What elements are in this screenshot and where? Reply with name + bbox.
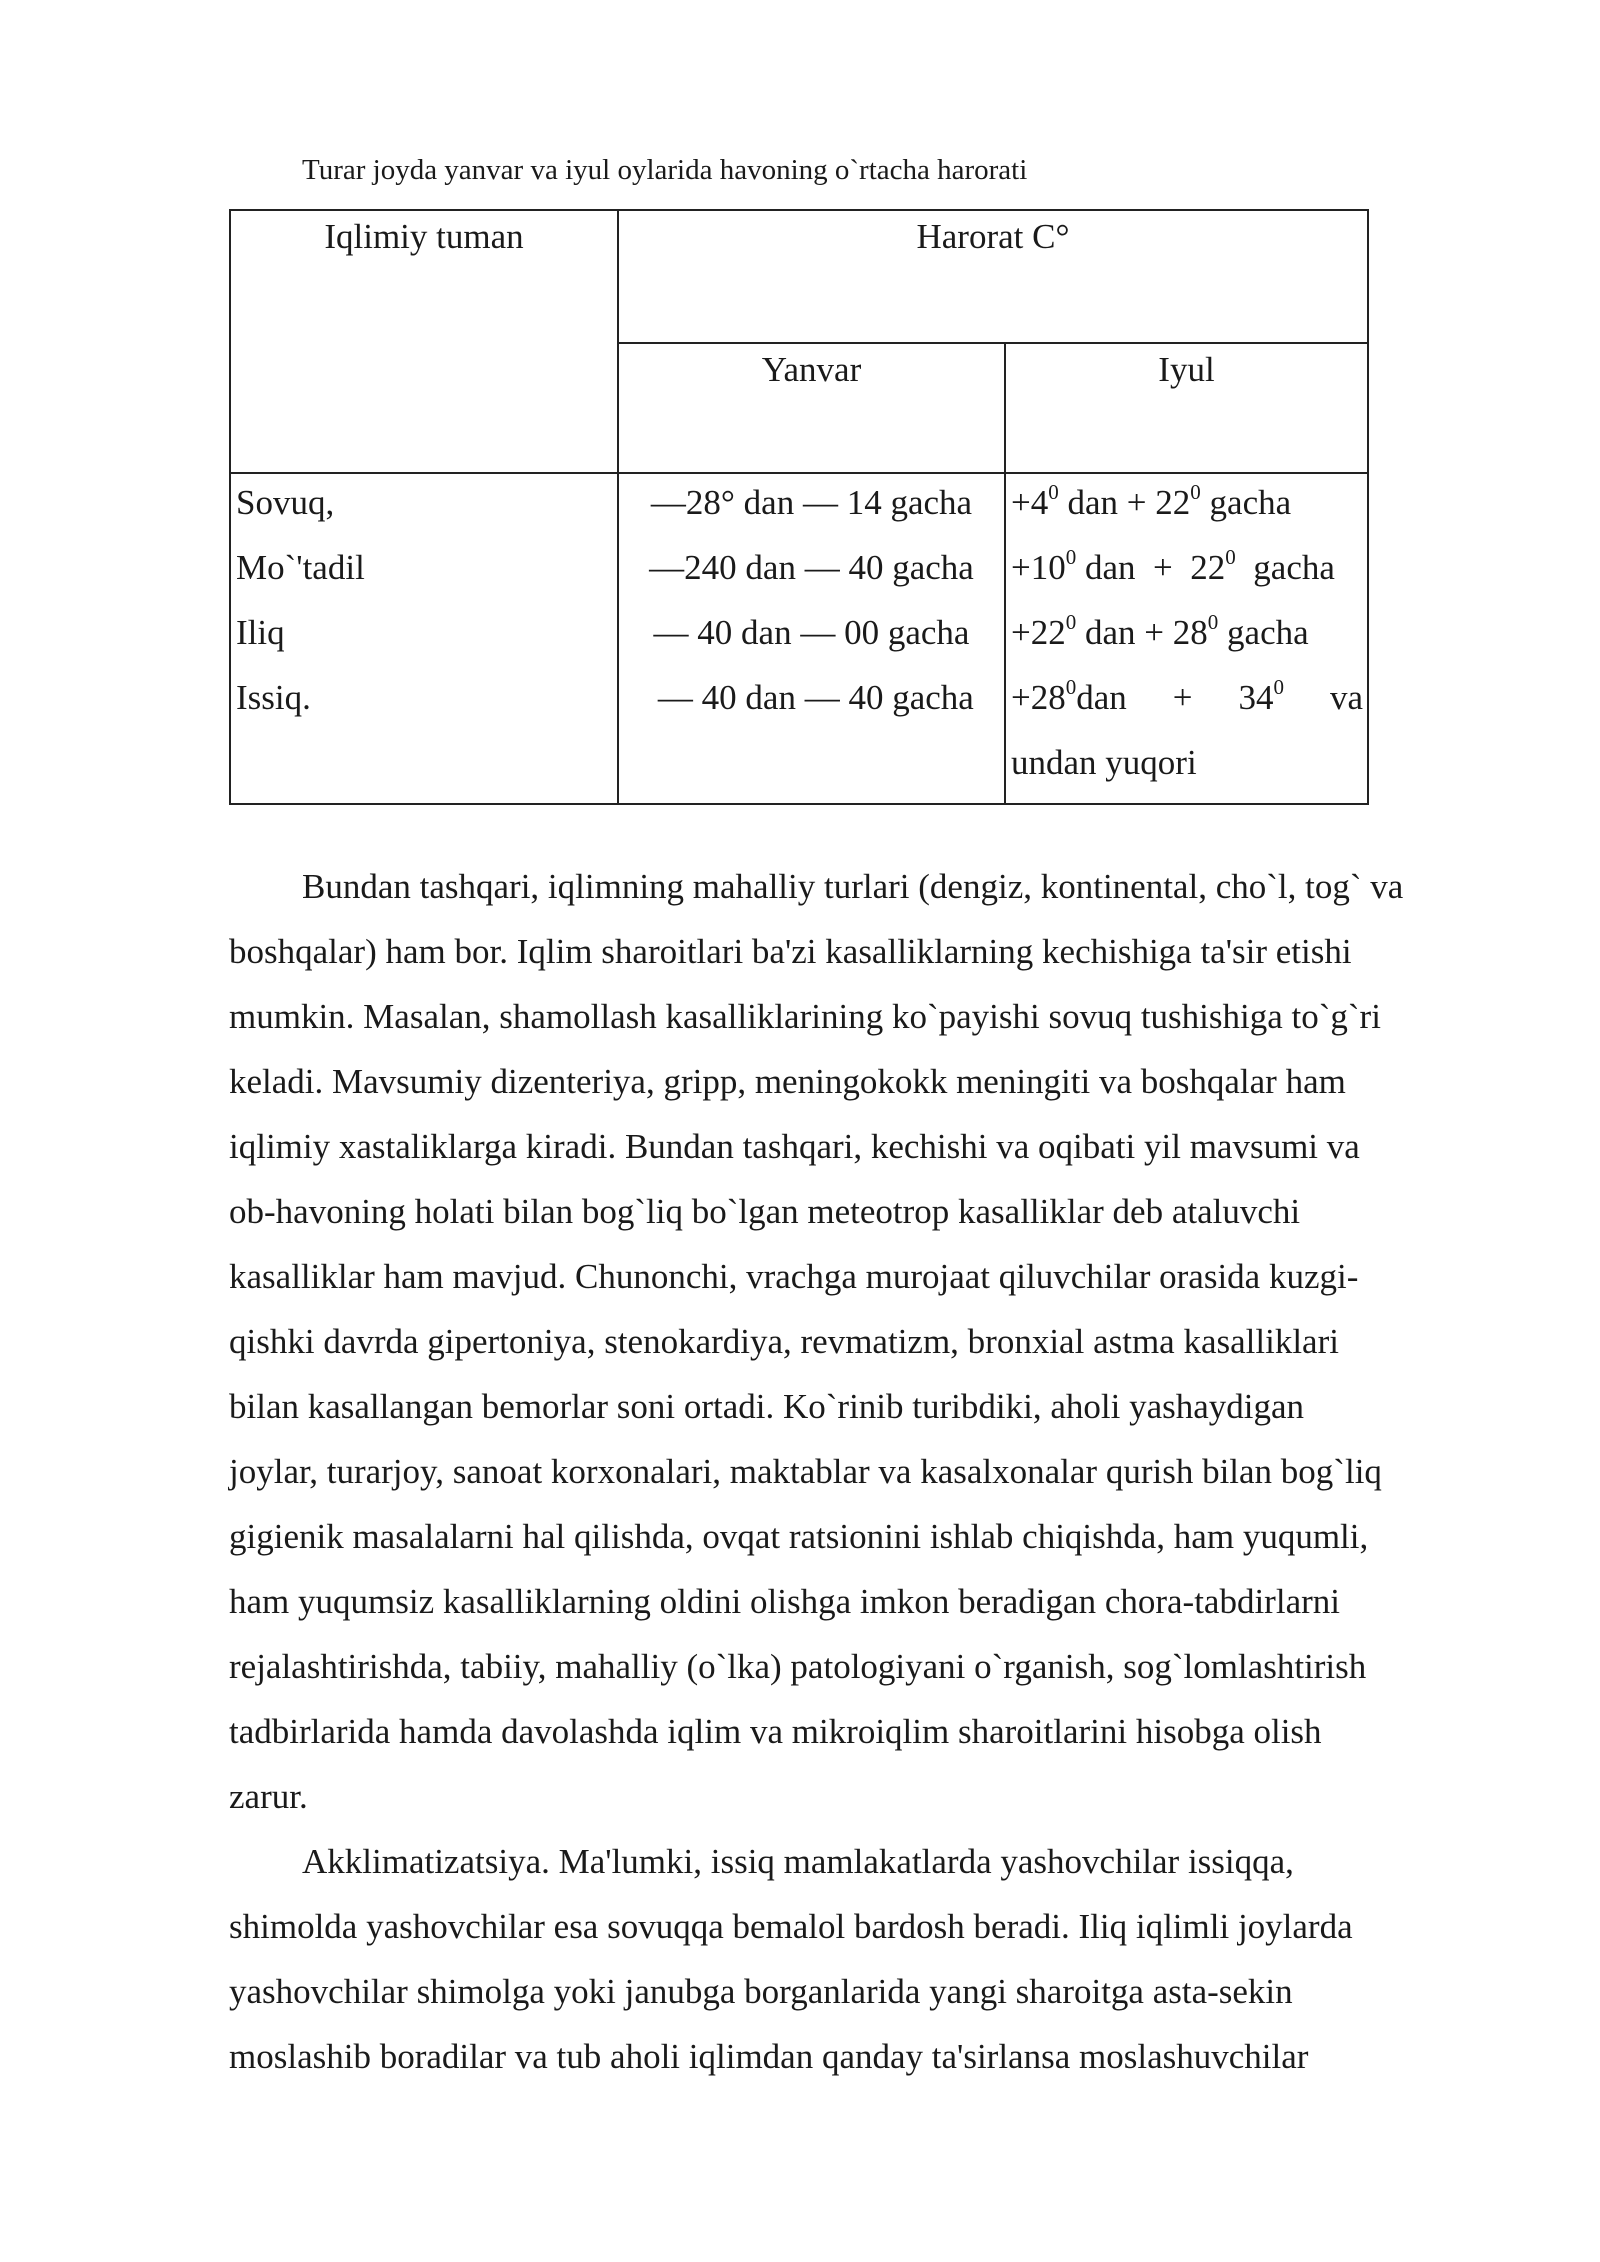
text-line: keladi. Mavsumiy dizenteriya, gripp, meningokokk meningiti va boshqalar ham — [229, 1062, 1346, 1101]
july-value: $+4^0$ dan + $22^0$ gacha — [1011, 480, 1292, 522]
text-line: Bundan tashqari, iqlimning mahalliy turlari (dengiz, kontinental, cho`l, tog` va — [302, 867, 1404, 906]
table-caption: Turar joyda yanvar va iyul oylarida havoning o`rtacha harorati — [302, 154, 1028, 186]
region-warm: Iliq — [236, 613, 285, 652]
text-line: Akklimatizatsiya. Ma'lumki, issiq mamlakatlarda yashovchilar issiqqa, — [302, 1842, 1294, 1881]
paragraph — [229, 854, 1404, 1829]
january-value: — 40 dan — 40 gacha — [649, 678, 974, 717]
text-line: qishki davrda gipertoniya, stenokardiya, revmatizm, bronxial astma kasalliklari — [229, 1322, 1339, 1361]
text-line: mumkin. Masalan, shamollash kasalliklarining ko`payishi sovuq tushishiga to`g`ri — [229, 997, 1381, 1036]
cell-regions — [230, 473, 618, 804]
header-january: Yanvar — [618, 343, 1005, 473]
body-text — [229, 854, 1404, 2089]
text-line: kasalliklar ham mavjud. Chunonchi, vrachga murojaat qiluvchilar orasida kuzgi- — [229, 1257, 1359, 1296]
text-line: tadbirlarida hamda davolashda iqlim va mikroiqlim sharoitlarini hisobga olish — [229, 1712, 1322, 1751]
text-line: joylar, turarjoy, sanoat korxonalari, maktablar va kasalxonalar qurish bilan bog`liq — [229, 1452, 1382, 1491]
cell-january-values — [618, 473, 1005, 804]
january-value: —240 dan — 40 gacha — [649, 548, 974, 587]
july-value: $+10^0$ dan + $22^0$ gacha — [1011, 545, 1335, 587]
paragraph — [229, 1829, 1369, 2089]
january-value: —28° dan — 14 gacha — [650, 483, 973, 522]
text-line: ob-havoning holati bilan bog`liq bo`lgan meteotrop kasalliklar deb ataluvchi — [229, 1192, 1301, 1231]
july-value: $+28^0dan$ + $34^0$ va — [1011, 675, 1363, 717]
text-line: bilan kasallangan bemorlar soni ortadi. Ko`rinib turibdiki, aholi yashaydigan — [229, 1387, 1305, 1426]
july-value: $+22^0$ dan + $28^0$ gacha — [1011, 610, 1309, 652]
july-value-continued: undan yuqori — [1011, 743, 1197, 782]
text-line: rejalashtirishda, tabiiy, mahalliy (o`lka) patologiyani o`rganish, sog`lomlashtirish — [229, 1647, 1367, 1686]
region-hot: Issiq. — [236, 678, 311, 717]
header-temperature: Harorat C° — [618, 210, 1368, 343]
text-line: ham yuqumsiz kasalliklarning oldini olishga imkon beradigan chora-tabdirlarni — [229, 1582, 1340, 1621]
header-july: Iyul — [1005, 343, 1368, 473]
text-line: shimolda yashovchilar esa sovuqqa bemalol bardosh beradi. Iliq iqlimli joylarda — [229, 1907, 1353, 1946]
january-value: — 40 dan — 00 gacha — [653, 613, 970, 652]
text-line: yashovchilar shimolga yoki janubga borganlarida yangi sharoitga asta-sekin — [229, 1972, 1293, 2011]
climate-table — [229, 209, 1369, 805]
header-climate-region: Iqlimiy tuman — [230, 210, 618, 473]
text-line: gigienik masalalarni hal qilishda, ovqat ratsionini ishlab chiqishda, ham yuqumli, — [229, 1517, 1369, 1556]
text-line: iqlimiy xastaliklarga kiradi. Bundan tashqari, kechishi va oqibati yil mavsumi va — [229, 1127, 1360, 1166]
text-line: zarur. — [229, 1777, 308, 1816]
text-line: moslashib boradilar va tub aholi iqlimdan qanday ta'sirlansa moslashuvchilar — [229, 2037, 1309, 2076]
text-line: boshqalar) ham bor. Iqlim sharoitlari ba'zi kasalliklarning kechishiga ta'sir etishi — [229, 932, 1352, 971]
cell-july-values — [1005, 473, 1368, 804]
region-cold: Sovuq, — [236, 483, 335, 522]
region-moderate: Mo`'tadil — [236, 548, 365, 587]
